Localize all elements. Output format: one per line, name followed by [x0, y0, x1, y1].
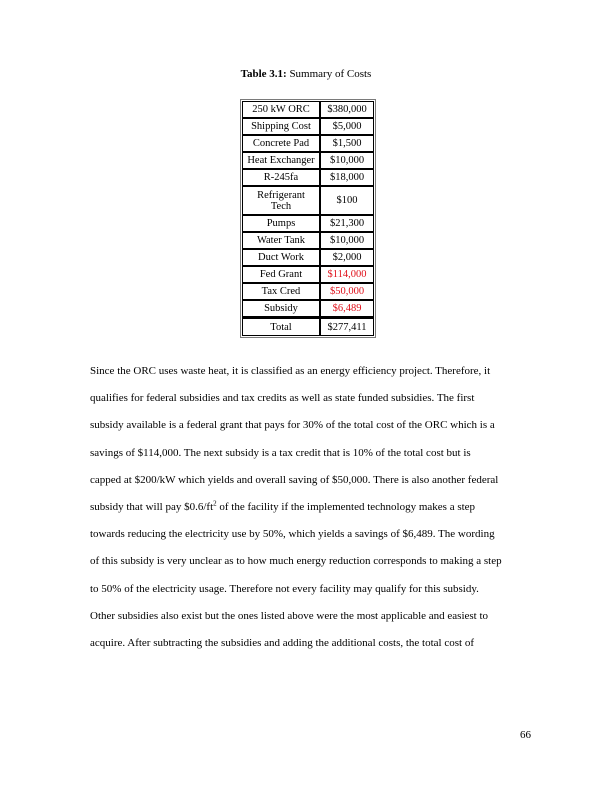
cell-cost: $1,500 — [320, 135, 374, 152]
paragraph-line: Since the ORC uses waste heat, it is classified as an energy efficiency project. Therefore, it — [90, 365, 491, 377]
cell-cost: $5,000 — [320, 118, 374, 135]
table-row — [242, 249, 374, 266]
caption-label: Table 3.1: — [240, 68, 287, 80]
table-row — [242, 135, 374, 152]
cell-item-line1: Refrigerant — [257, 189, 305, 201]
cell-cost-negative: $6,489 — [320, 300, 374, 317]
cell-item: R-245fa — [242, 169, 320, 186]
table-row — [242, 186, 374, 215]
cell-total-label: Total — [242, 317, 320, 336]
cost-summary-table — [240, 99, 376, 338]
cell-cost-negative: $50,000 — [320, 283, 374, 300]
cell-item: Heat Exchanger — [242, 152, 320, 169]
table-row — [242, 232, 374, 249]
paragraph-line: savings of $114,000. The next subsidy is a tax credit that is 10% of the total cost but is — [90, 446, 471, 459]
cell-item: Subsidy — [242, 300, 320, 317]
cell-total-cost: $277,411 — [320, 317, 374, 336]
paragraph-line: acquire. After subtracting the subsidies and adding the additional costs, the total cost of — [90, 637, 474, 650]
body-paragraph — [90, 358, 530, 657]
table-row — [242, 266, 374, 283]
table-row — [242, 118, 374, 135]
paragraph-line: of this subsidy is very unclear as to how much energy reduction corresponds to making a step — [90, 555, 502, 568]
cell-cost: $380,000 — [320, 101, 374, 118]
table-caption — [0, 68, 612, 80]
paragraph-line: towards reducing the electricity use by 50%, which yields a savings of $6,489. The wording — [90, 528, 495, 541]
cell-item-line2: Tech — [270, 200, 292, 212]
cell-item: Fed Grant — [242, 266, 320, 283]
paragraph-line: Other subsidies also exist but the ones listed above were the most applicable and easiest to — [90, 609, 489, 622]
paragraph-line: to 50% of the electricity usage. Therefore not every facility may qualify for this subsidy. — [90, 582, 479, 595]
caption-title: Summary of Costs — [289, 68, 372, 80]
cell-item: Tax Cred — [242, 283, 320, 300]
table-row — [242, 101, 374, 118]
cell-item: Concrete Pad — [242, 135, 320, 152]
table-row — [242, 283, 374, 300]
cell-cost: $21,300 — [320, 215, 374, 232]
cell-cost: $2,000 — [320, 249, 374, 266]
paragraph-line: capped at $200/kW which yields and overall saving of $50,000. There is also another federal — [90, 473, 499, 486]
line-text: of the facility if the implemented technology makes a step — [216, 501, 476, 514]
page-number: 66 — [520, 729, 531, 741]
cell-item — [242, 186, 320, 215]
table-row — [242, 152, 374, 169]
cell-cost: $10,000 — [320, 152, 374, 169]
cell-cost: $10,000 — [320, 232, 374, 249]
table-row — [242, 300, 374, 317]
cell-item: Duct Work — [242, 249, 320, 266]
table-row — [242, 169, 374, 186]
line-text: subsidy that will pay $0.6/ft — [90, 501, 214, 514]
cell-cost: $100 — [320, 186, 374, 215]
superscript: 2 — [213, 499, 217, 508]
paragraph-line: subsidy available is a federal grant that pays for 30% of the total cost of the ORC which is a — [90, 419, 495, 432]
paragraph-line — [90, 494, 530, 521]
table-row — [242, 215, 374, 232]
table-total-row — [242, 317, 374, 336]
cell-item: Water Tank — [242, 232, 320, 249]
cell-cost-negative: $114,000 — [320, 266, 374, 283]
cell-item: 250 kW ORC — [242, 101, 320, 118]
paragraph-line: qualifies for federal subsidies and tax credits as well as state funded subsidies. The first — [90, 392, 475, 405]
cell-item: Pumps — [242, 215, 320, 232]
cell-item: Shipping Cost — [242, 118, 320, 135]
cell-cost: $18,000 — [320, 169, 374, 186]
